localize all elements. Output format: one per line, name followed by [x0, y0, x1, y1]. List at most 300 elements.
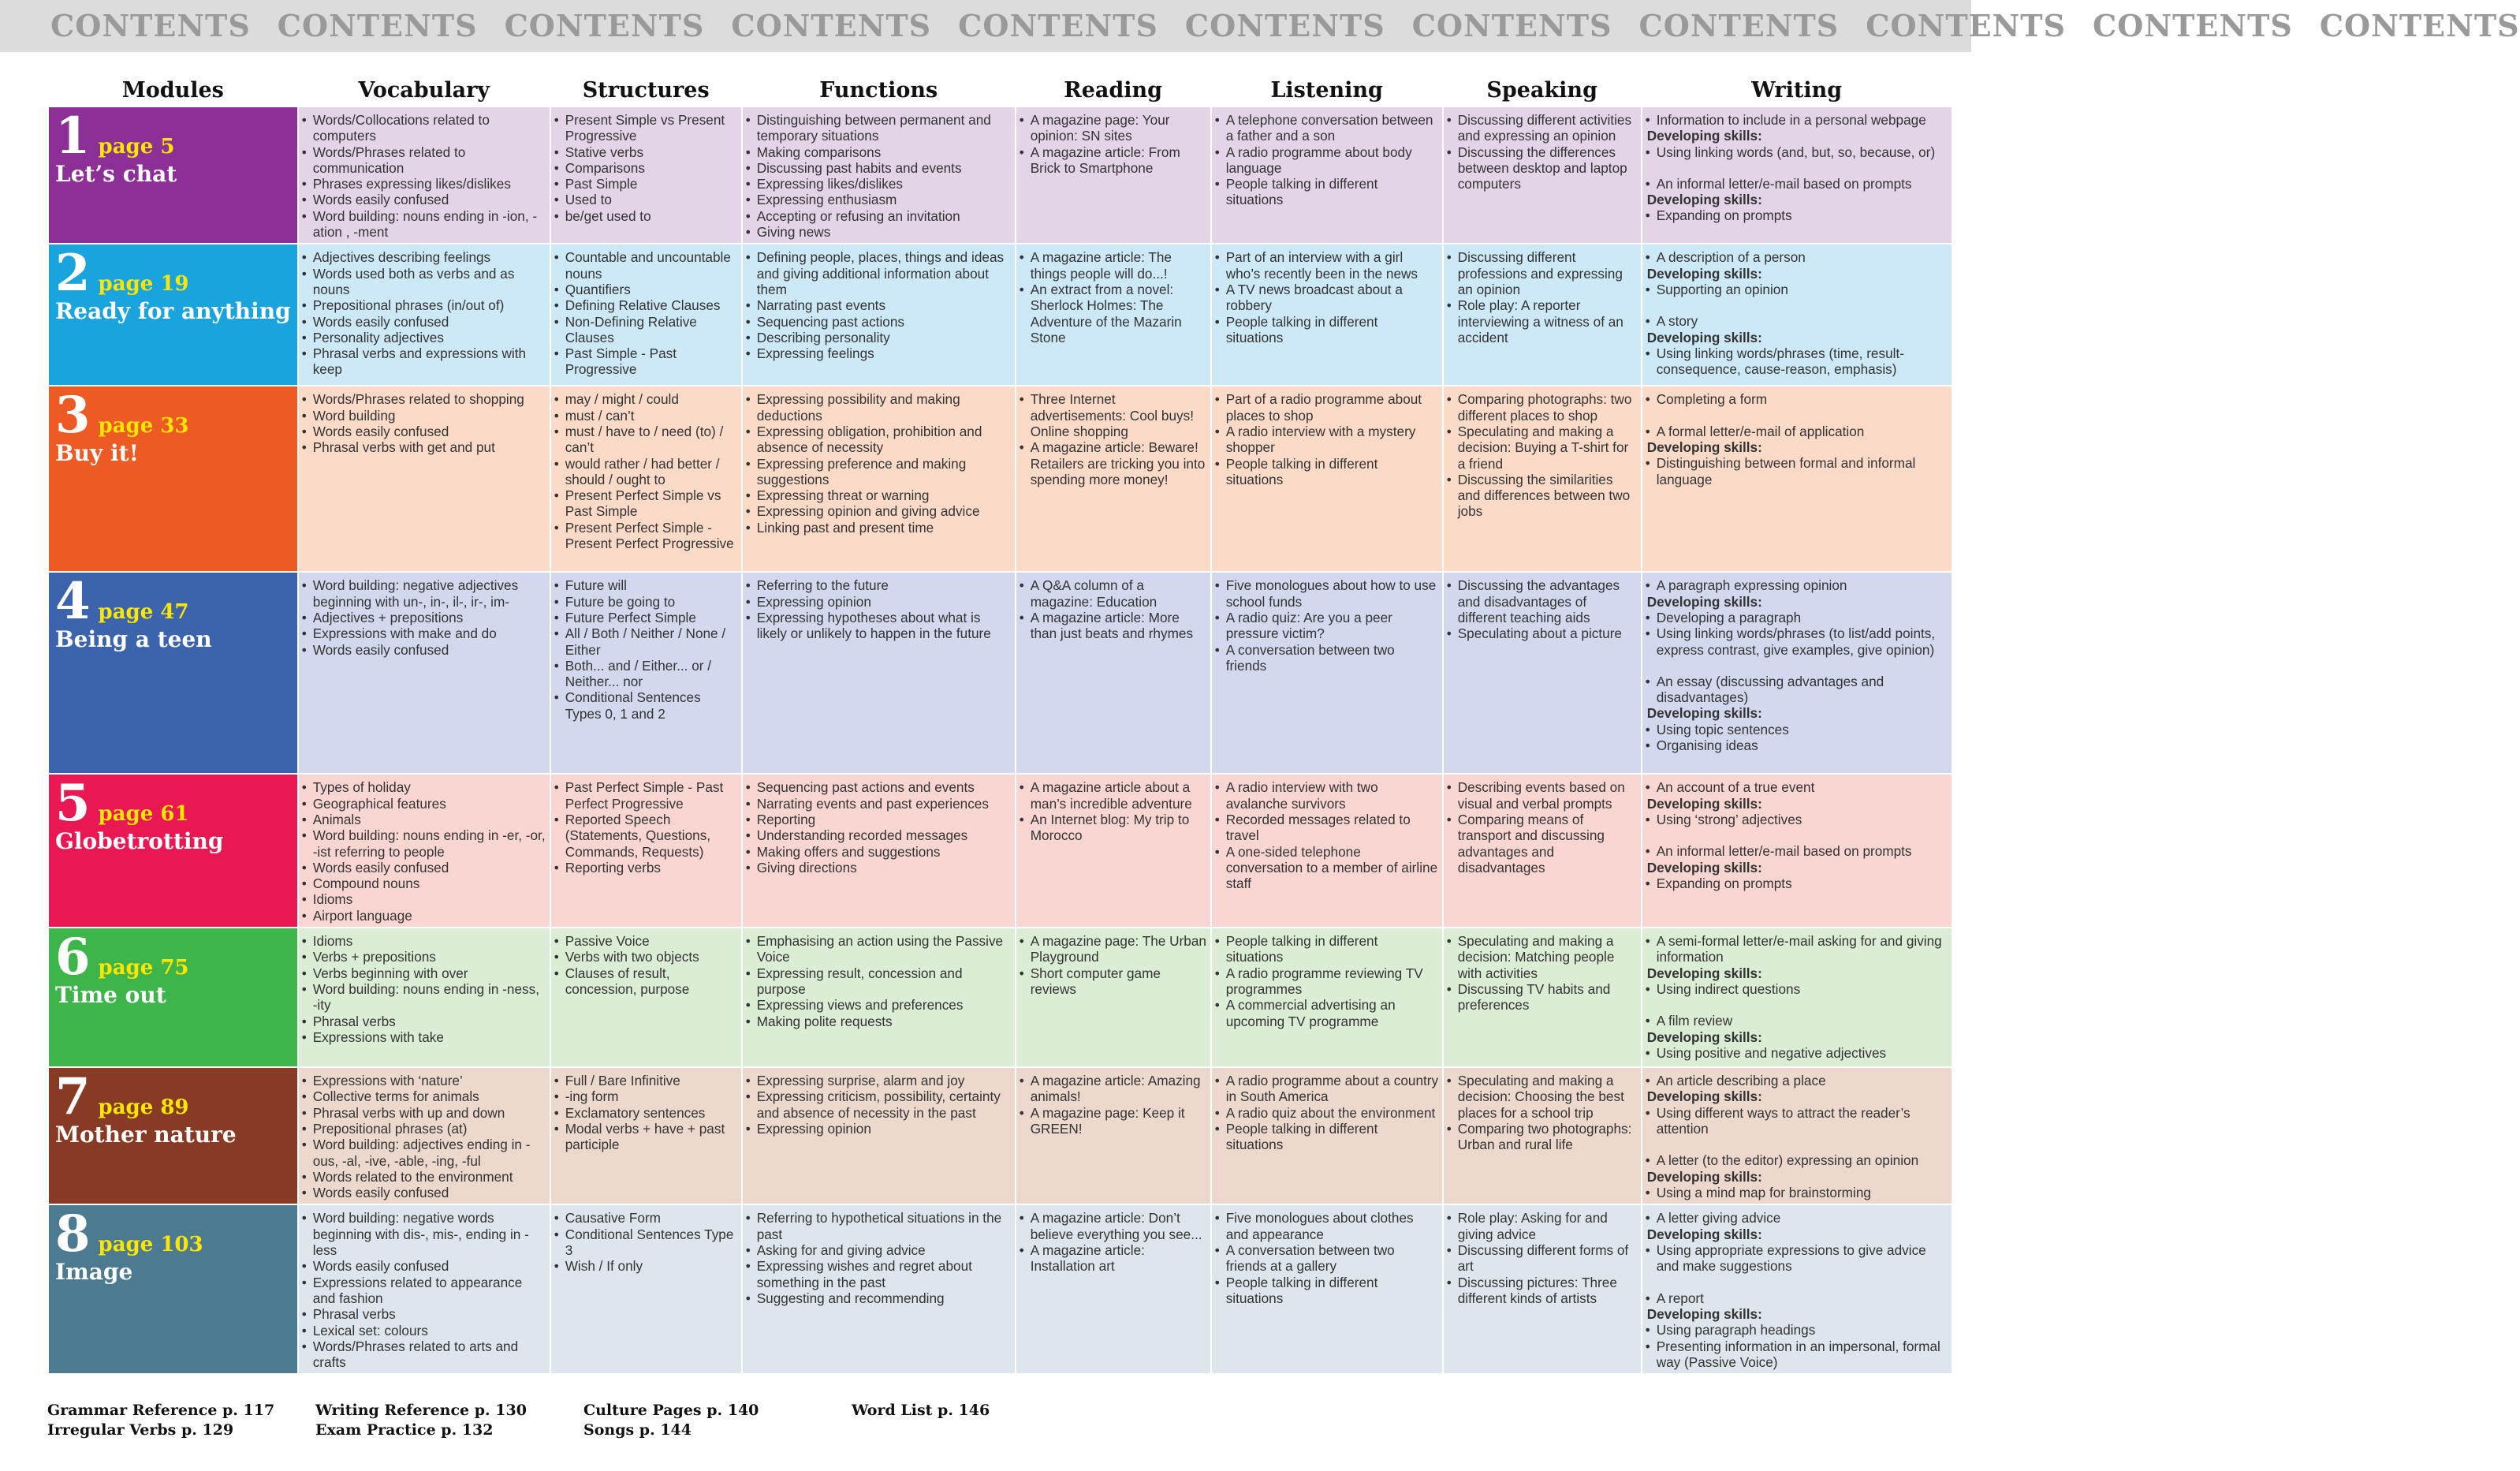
speaking-cell: [1444, 107, 1641, 243]
list-item: • Making polite requests: [746, 1014, 1012, 1029]
list-item: • Expressing criticism, possibility, certainty and absence of necessity in the past: [746, 1088, 1012, 1121]
subheading: Developing skills:: [1646, 1029, 1762, 1045]
reading-cell: [1016, 107, 1210, 243]
list-item: • People talking in different situations: [1215, 933, 1439, 965]
list-item: • Word building: negative words beginning with dis-, mis-, ending in -less: [302, 1210, 546, 1258]
list-item: • Referring to the future: [746, 577, 1012, 593]
structures-list: [554, 391, 738, 551]
module-title: Being a teen: [55, 626, 212, 653]
list-item: • would rather / had better / should / ought to: [554, 456, 738, 488]
structures-list: [554, 779, 738, 876]
module-title: Buy it!: [55, 440, 139, 467]
reading-cell: [1016, 928, 1210, 1066]
subheading: Developing skills:: [1646, 192, 1762, 208]
subheading: Developing skills:: [1646, 859, 1762, 876]
functions-cell: [743, 107, 1015, 243]
list-item: • A magazine article: Installation art: [1020, 1242, 1207, 1275]
list-item: • Future be going to: [554, 594, 738, 610]
writing-cell: [1642, 1068, 1952, 1204]
list-item: • A conversation between two friends at a gallery: [1215, 1242, 1439, 1275]
list-item: • Expressing opinion: [746, 1121, 1012, 1137]
list-item: • Passive Voice: [554, 933, 738, 949]
list-item: • Adjectives describing feelings: [302, 249, 546, 265]
functions-cell: [743, 1205, 1015, 1373]
list-item: • Role play: A reporter interviewing a witness of an accident: [1447, 297, 1638, 345]
list-item: • A telephone conversation between a father and a son: [1215, 112, 1439, 144]
list-item: • Using linking words/phrases (to list/add points, express contrast, give examples, give opinion): [1646, 625, 1948, 658]
list-item: • Information to include in a personal webpage: [1646, 112, 1948, 128]
list-item: • Discussing the similarities and differences between two jobs: [1447, 472, 1638, 520]
list-item: • Words related to the environment: [302, 1169, 546, 1185]
list-item: • People talking in different situations: [1215, 456, 1439, 488]
module-row: [49, 1205, 1952, 1373]
reading-cell: [1016, 775, 1210, 927]
header-row: [49, 65, 1952, 106]
list-item: • Speculating and making a decision: Buying a T-shirt for a friend: [1447, 424, 1638, 472]
list-item: • Phrasal verbs: [302, 1306, 546, 1322]
reading-list: [1020, 112, 1207, 176]
module-cell[interactable]: [49, 386, 297, 571]
list-item: • Accepting or refusing an invitation: [746, 208, 1012, 224]
reading-list: [1020, 249, 1207, 345]
footer-references: [47, 1401, 1151, 1448]
module-cell[interactable]: [49, 245, 297, 385]
speaking-cell: [1444, 775, 1641, 927]
vocabulary-list: [302, 779, 546, 924]
listening-list: [1215, 779, 1439, 891]
list-item: • Phrases expressing likes/dislikes: [302, 176, 546, 192]
module-number: 6: [55, 928, 91, 988]
list-item: • A magazine article: Don’t believe everything you see...: [1020, 1210, 1207, 1242]
list-item: • An informal letter/e-mail based on prompts: [1646, 843, 1948, 859]
list-item: • Clauses of result, concession, purpose: [554, 965, 738, 998]
list-item: • Expressing result, concession and purpose: [746, 965, 1012, 998]
list-item: • -ing form: [554, 1088, 738, 1104]
module-title: Mother nature: [55, 1122, 237, 1148]
list-item: • People talking in different situations: [1215, 176, 1439, 208]
module-page-link[interactable]: page 5: [98, 135, 175, 159]
speaking-cell: [1444, 386, 1641, 571]
module-cell[interactable]: [49, 928, 297, 1066]
module-row: [49, 775, 1952, 927]
structures-cell: [551, 245, 741, 385]
module-row: [49, 107, 1952, 243]
list-item: • Five monologues about clothes and appearance: [1215, 1210, 1439, 1242]
list-item: • Describing personality: [746, 330, 1012, 345]
list-item: • Comparing photographs: two different places to shop: [1447, 391, 1638, 424]
list-item: • A magazine article: The things people will do...!: [1020, 249, 1207, 282]
reading-cell: [1016, 1068, 1210, 1204]
list-item: • Using paragraph headings: [1646, 1322, 1948, 1338]
vocabulary-cell: [299, 775, 550, 927]
list-item: • Comparisons: [554, 160, 738, 176]
list-item: • People talking in different situations: [1215, 1121, 1439, 1153]
footer-column: [583, 1401, 759, 1440]
speaking-list: [1447, 249, 1638, 345]
list-item: • Short computer game reviews: [1020, 965, 1207, 998]
module-page-link[interactable]: page 61: [98, 802, 189, 827]
list-item: • A magazine page: Keep it GREEN!: [1020, 1105, 1207, 1137]
list-item: • Expressing preference and making suggestions: [746, 456, 1012, 488]
list-item: • Phrasal verbs: [302, 1014, 546, 1029]
list-item: • Used to: [554, 192, 738, 207]
list-item: • An account of a true event: [1646, 779, 1948, 795]
subheading: Developing skills:: [1646, 265, 1762, 282]
footer-link[interactable]: Irregular Verbs p. 129: [47, 1421, 234, 1439]
list-item: • People talking in different situations: [1215, 314, 1439, 346]
reading-list: [1020, 391, 1207, 487]
list-item: • Types of holiday: [302, 779, 546, 795]
list-item: • Suggesting and recommending: [746, 1290, 1012, 1306]
vocabulary-cell: [299, 1205, 550, 1373]
speaking-cell: [1444, 928, 1641, 1066]
listening-cell: [1212, 928, 1442, 1066]
speaking-list: [1447, 391, 1638, 519]
module-cell[interactable]: [49, 107, 297, 243]
banner-word: CONTENTS: [1866, 8, 2067, 43]
list-item: • Quantifiers: [554, 282, 738, 297]
list-item: • Both... and / Either... or / Neither... nor: [554, 658, 738, 690]
list-item: • Completing a form: [1646, 391, 1948, 407]
list-item: • Expanding on prompts: [1646, 876, 1948, 891]
header-reading: Reading: [1064, 78, 1163, 103]
list-item: • Airport language: [302, 908, 546, 924]
module-title: Let’s chat: [55, 161, 177, 187]
vocabulary-list: [302, 933, 546, 1045]
list-item: • Lexical set: colours: [302, 1323, 546, 1338]
list-item: • Expressing threat or warning: [746, 487, 1012, 503]
banner-word: CONTENTS: [2093, 8, 2293, 43]
list-item: • Using linking words (and, but, so, because, or): [1646, 144, 1948, 160]
list-item: • Present Perfect Simple - Present Perfect Progressive: [554, 520, 738, 552]
list-item: • Discussing the differences between desktop and laptop computers: [1447, 144, 1638, 192]
list-item: • Speculating and making a decision: Matching people with activities: [1447, 933, 1638, 981]
list-item: • Expressing wishes and regret about something in the past: [746, 1258, 1012, 1290]
list-item: • Using appropriate expressions to give advice and make suggestions: [1646, 1242, 1948, 1275]
vocabulary-list: [302, 1073, 546, 1200]
listening-cell: [1212, 107, 1442, 243]
list-item: • Word building: [302, 408, 546, 424]
list-item: • Discussing different forms of art: [1447, 1242, 1638, 1275]
functions-cell: [743, 386, 1015, 571]
list-item: • Narrating past events: [746, 297, 1012, 313]
list-item: • Defining people, places, things and ideas and giving additional information about them: [746, 249, 1012, 297]
list-item: • Three Internet advertisements: Cool buys! Online shopping: [1020, 391, 1207, 439]
reading-list: [1020, 1073, 1207, 1137]
listening-list: [1215, 577, 1439, 674]
list-item: • Countable and uncountable nouns: [554, 249, 738, 282]
speaking-list: [1447, 112, 1638, 192]
list-item: • Expressions with make and do: [302, 625, 546, 641]
list-item: • Using ‘strong’ adjectives: [1646, 812, 1948, 827]
subheading: Developing skills:: [1646, 705, 1762, 722]
module-page-link[interactable]: page 75: [98, 956, 189, 980]
list-item: • Discussing pictures: Three different kinds of artists: [1447, 1275, 1638, 1307]
structures-list: [554, 112, 738, 224]
subheading: Developing skills:: [1646, 1226, 1762, 1242]
list-item: • Expressions with take: [302, 1029, 546, 1045]
list-item: • must / can’t: [554, 408, 738, 424]
footer-link[interactable]: Exam Practice p. 132: [315, 1421, 494, 1439]
subheading: Developing skills:: [1646, 128, 1762, 144]
structures-list: [554, 1073, 738, 1152]
speaking-cell: [1444, 573, 1641, 773]
subheading: Developing skills:: [1646, 1088, 1762, 1105]
list-item: • Expressing opinion and giving advice: [746, 503, 1012, 519]
listening-cell: [1212, 573, 1442, 773]
list-item: • be/get used to: [554, 208, 738, 224]
list-item: • An article describing a place: [1646, 1073, 1948, 1088]
module-number: 4: [55, 572, 91, 632]
listening-cell: [1212, 775, 1442, 927]
listening-list: [1215, 249, 1439, 345]
list-item: • Reported Speech (Statements, Questions, Commands, Requests): [554, 812, 738, 860]
list-item: • Using positive and negative adjectives: [1646, 1045, 1948, 1061]
footer-column: [47, 1401, 274, 1440]
listening-list: [1215, 112, 1439, 208]
list-item: • Supporting an opinion: [1646, 282, 1948, 297]
list-item: • Phrasal verbs with up and down: [302, 1105, 546, 1121]
module-title: Time out: [55, 982, 166, 1009]
listening-list: [1215, 391, 1439, 487]
functions-cell: [743, 245, 1015, 385]
listening-list: [1215, 933, 1439, 1029]
module-page-link[interactable]: page 33: [98, 414, 189, 439]
footer-link[interactable]: Grammar Reference p. 117: [47, 1402, 275, 1419]
list-item: • Expressing enthusiasm: [746, 192, 1012, 207]
list-item: • A radio programme about a country in South America: [1215, 1073, 1439, 1105]
module-number: 2: [55, 244, 91, 304]
list-item: • A one-sided telephone conversation to a member of airline staff: [1215, 844, 1439, 892]
list-item: • Conditional Sentences Types 0, 1 and 2: [554, 689, 738, 722]
banner-word: CONTENTS: [731, 8, 932, 43]
module-row: [49, 1068, 1952, 1204]
subheading: Developing skills:: [1646, 1168, 1762, 1185]
writing-cell: [1642, 245, 1952, 385]
list-item: • Past Simple: [554, 176, 738, 192]
writing-list: [1646, 249, 1948, 377]
list-item: • Expressing possibility and making deductions: [746, 391, 1012, 424]
list-item: • must / have to / need (to) / can’t: [554, 424, 738, 456]
module-row: [49, 928, 1952, 1066]
list-item: • An essay (discussing advantages and disadvantages): [1646, 674, 1948, 706]
listening-cell: [1212, 1205, 1442, 1373]
functions-cell: [743, 573, 1015, 773]
module-number: 5: [55, 774, 91, 834]
list-item: • Collective terms for animals: [302, 1088, 546, 1104]
list-item: • A description of a person: [1646, 249, 1948, 265]
list-item: • A radio programme about body language: [1215, 144, 1439, 177]
list-item: • Emphasising an action using the Passive Voice: [746, 933, 1012, 965]
list-item: • Sequencing past actions: [746, 314, 1012, 330]
list-item: • Verbs + prepositions: [302, 949, 546, 965]
writing-list: [1646, 933, 1948, 1061]
list-item: • Part of a radio programme about places to shop: [1215, 391, 1439, 424]
module-title: Ready for anything: [55, 298, 291, 325]
list-item: • Expressing opinion: [746, 594, 1012, 610]
functions-cell: [743, 928, 1015, 1066]
list-item: • Recorded messages related to travel: [1215, 812, 1439, 844]
writing-list: [1646, 779, 1948, 891]
structures-cell: [551, 386, 741, 571]
list-item: • An informal letter/e-mail based on prompts: [1646, 176, 1948, 192]
list-item: • Words easily confused: [302, 860, 546, 876]
header-modules: Modules: [121, 78, 224, 103]
functions-list: [746, 1210, 1012, 1306]
list-item: • Organising ideas: [1646, 737, 1948, 753]
list-item: • Present Perfect Simple vs Past Simple: [554, 487, 738, 520]
speaking-list: [1447, 779, 1638, 876]
functions-list: [746, 249, 1012, 361]
listening-cell: [1212, 1068, 1442, 1204]
module-cell[interactable]: [49, 573, 297, 773]
list-item: • Word building: nouns ending in -ness, -ity: [302, 981, 546, 1014]
listening-list: [1215, 1210, 1439, 1306]
footer-link[interactable]: Writing Reference p. 130: [315, 1402, 527, 1419]
vocabulary-list: [302, 1210, 546, 1370]
reading-list: [1020, 933, 1207, 997]
banner-word: CONTENTS: [1184, 8, 1385, 43]
banner-word: CONTENTS: [1638, 8, 1840, 43]
writing-cell: [1642, 573, 1952, 773]
functions-list: [746, 391, 1012, 536]
list-item: • Making comparisons: [746, 144, 1012, 160]
list-item: • Idioms: [302, 891, 546, 907]
list-item: • may / might / could: [554, 391, 738, 407]
list-item: • Narrating events and past experiences: [746, 796, 1012, 812]
list-item: • Word building: adjectives ending in -ous, -al, -ive, -able, -ing, -ful: [302, 1137, 546, 1169]
reading-cell: [1016, 1205, 1210, 1373]
footer-link[interactable]: Songs p. 144: [583, 1421, 692, 1439]
list-item: • Referring to hypothetical situations in the past: [746, 1210, 1012, 1242]
list-item: • A film review: [1646, 1013, 1948, 1029]
list-item: • Stative verbs: [554, 144, 738, 160]
module-title: Globetrotting: [55, 828, 224, 855]
list-item: • A magazine article: More than just beats and rhymes: [1020, 610, 1207, 642]
writing-list: [1646, 577, 1948, 753]
list-item: • Future Perfect Simple: [554, 610, 738, 625]
list-item: • Verbs beginning with over: [302, 965, 546, 981]
list-item: • A commercial advertising an upcoming TV programme: [1215, 997, 1439, 1029]
list-item: • Expressing obligation, prohibition and absence of necessity: [746, 424, 1012, 456]
header-listening: Listening: [1270, 78, 1383, 103]
list-item: • Using linking words/phrases (time, result-consequence, cause-reason, emphasis): [1646, 345, 1948, 378]
speaking-cell: [1444, 1068, 1641, 1204]
list-item: • Five monologues about how to use school funds: [1215, 577, 1439, 610]
structures-list: [554, 1210, 738, 1274]
list-item: • Animals: [302, 812, 546, 827]
module-page-link[interactable]: page 19: [98, 272, 189, 297]
list-item: • Words easily confused: [302, 314, 546, 330]
writing-cell: [1642, 928, 1952, 1066]
vocabulary-list: [302, 577, 546, 657]
module-page-link[interactable]: page 47: [98, 600, 189, 625]
list-item: • Using topic sentences: [1646, 722, 1948, 737]
list-item: • Giving directions: [746, 860, 1012, 876]
list-item: • Part of an interview with a girl who’s recently been in the news: [1215, 249, 1439, 282]
list-item: • Adjectives + prepositions: [302, 610, 546, 625]
footer-column: [852, 1401, 990, 1421]
list-item: • Word building: nouns ending in -er, -or, -ist referring to people: [302, 827, 546, 860]
subheading: Developing skills:: [1646, 965, 1762, 981]
banner-word: CONTENTS: [1411, 8, 1612, 43]
module-row: [49, 245, 1952, 385]
list-item: • All / Both / Neither / None / Either: [554, 625, 738, 658]
subheading: Developing skills:: [1646, 329, 1762, 345]
banner-word: CONTENTS: [2319, 8, 2520, 43]
writing-list: [1646, 1073, 1948, 1200]
module-page-link[interactable]: page 103: [98, 1233, 203, 1257]
module-number: 3: [55, 386, 91, 446]
list-item: • Making offers and suggestions: [746, 844, 1012, 860]
list-item: • A report: [1646, 1290, 1948, 1306]
list-item: • A magazine article about a man’s incredible adventure: [1020, 779, 1207, 812]
reading-cell: [1016, 245, 1210, 385]
module-row: [49, 573, 1952, 773]
list-item: • A radio programme reviewing TV programmes: [1215, 965, 1439, 998]
list-item: • A magazine article: From Brick to Smartphone: [1020, 144, 1207, 177]
vocabulary-cell: [299, 1068, 550, 1204]
header-structures: Structures: [582, 78, 710, 103]
list-item: • Using a mind map for brainstorming: [1646, 1185, 1948, 1200]
list-item: • A magazine article: Beware! Retailers are tricking you into spending more money!: [1020, 439, 1207, 487]
subheading: Developing skills:: [1646, 439, 1762, 455]
list-item: • Words used both as verbs and as nouns: [302, 266, 546, 298]
module-cell[interactable]: [49, 1205, 297, 1373]
banner-word: CONTENTS: [958, 8, 1158, 43]
functions-list: [746, 112, 1012, 240]
speaking-list: [1447, 933, 1638, 1013]
list-item: • Reporting: [746, 812, 1012, 827]
list-item: • Words/Collocations related to computers: [302, 112, 546, 144]
list-item: • Expressing surprise, alarm and joy: [746, 1073, 1012, 1088]
banner-word: CONTENTS: [277, 8, 478, 43]
list-item: • Words/Phrases related to shopping: [302, 391, 546, 407]
list-item: • Sequencing past actions and events: [746, 779, 1012, 795]
footer-link[interactable]: Word List p. 146: [852, 1402, 990, 1419]
subheading: Developing skills:: [1646, 1305, 1762, 1322]
list-item: • Prepositional phrases (at): [302, 1121, 546, 1137]
listening-cell: [1212, 245, 1442, 385]
vocabulary-cell: [299, 573, 550, 773]
list-item: • A Q&A column of a magazine: Education: [1020, 577, 1207, 610]
module-cell[interactable]: [49, 775, 297, 927]
list-item: • Causative Form: [554, 1210, 738, 1226]
list-item: • A magazine page: Your opinion: SN sites: [1020, 112, 1207, 144]
banner-word: CONTENTS: [50, 8, 251, 43]
module-page-link[interactable]: page 89: [98, 1096, 189, 1120]
footer-link[interactable]: Culture Pages p. 140: [583, 1402, 759, 1419]
list-item: • Geographical features: [302, 796, 546, 812]
module-cell[interactable]: [49, 1068, 297, 1204]
list-item: • Words easily confused: [302, 424, 546, 439]
writing-list: [1646, 112, 1948, 224]
list-item: • Words/Phrases related to communication: [302, 144, 546, 177]
list-item: • Expressing hypotheses about what is likely or unlikely to happen in the future: [746, 610, 1012, 642]
listening-list: [1215, 1073, 1439, 1152]
list-item: • A TV news broadcast about a robbery: [1215, 282, 1439, 314]
list-item: • Asking for and giving advice: [746, 1242, 1012, 1258]
module-title: Image: [55, 1259, 133, 1286]
list-item: • Expressing feelings: [746, 345, 1012, 361]
contents-banner: [0, 0, 2520, 52]
list-item: • Distinguishing between formal and informal language: [1646, 455, 1948, 487]
list-item: • Speculating about a picture: [1447, 625, 1638, 641]
module-number: 1: [55, 106, 91, 166]
header-speaking: Speaking: [1486, 78, 1597, 103]
functions-list: [746, 1073, 1012, 1137]
reading-cell: [1016, 386, 1210, 571]
